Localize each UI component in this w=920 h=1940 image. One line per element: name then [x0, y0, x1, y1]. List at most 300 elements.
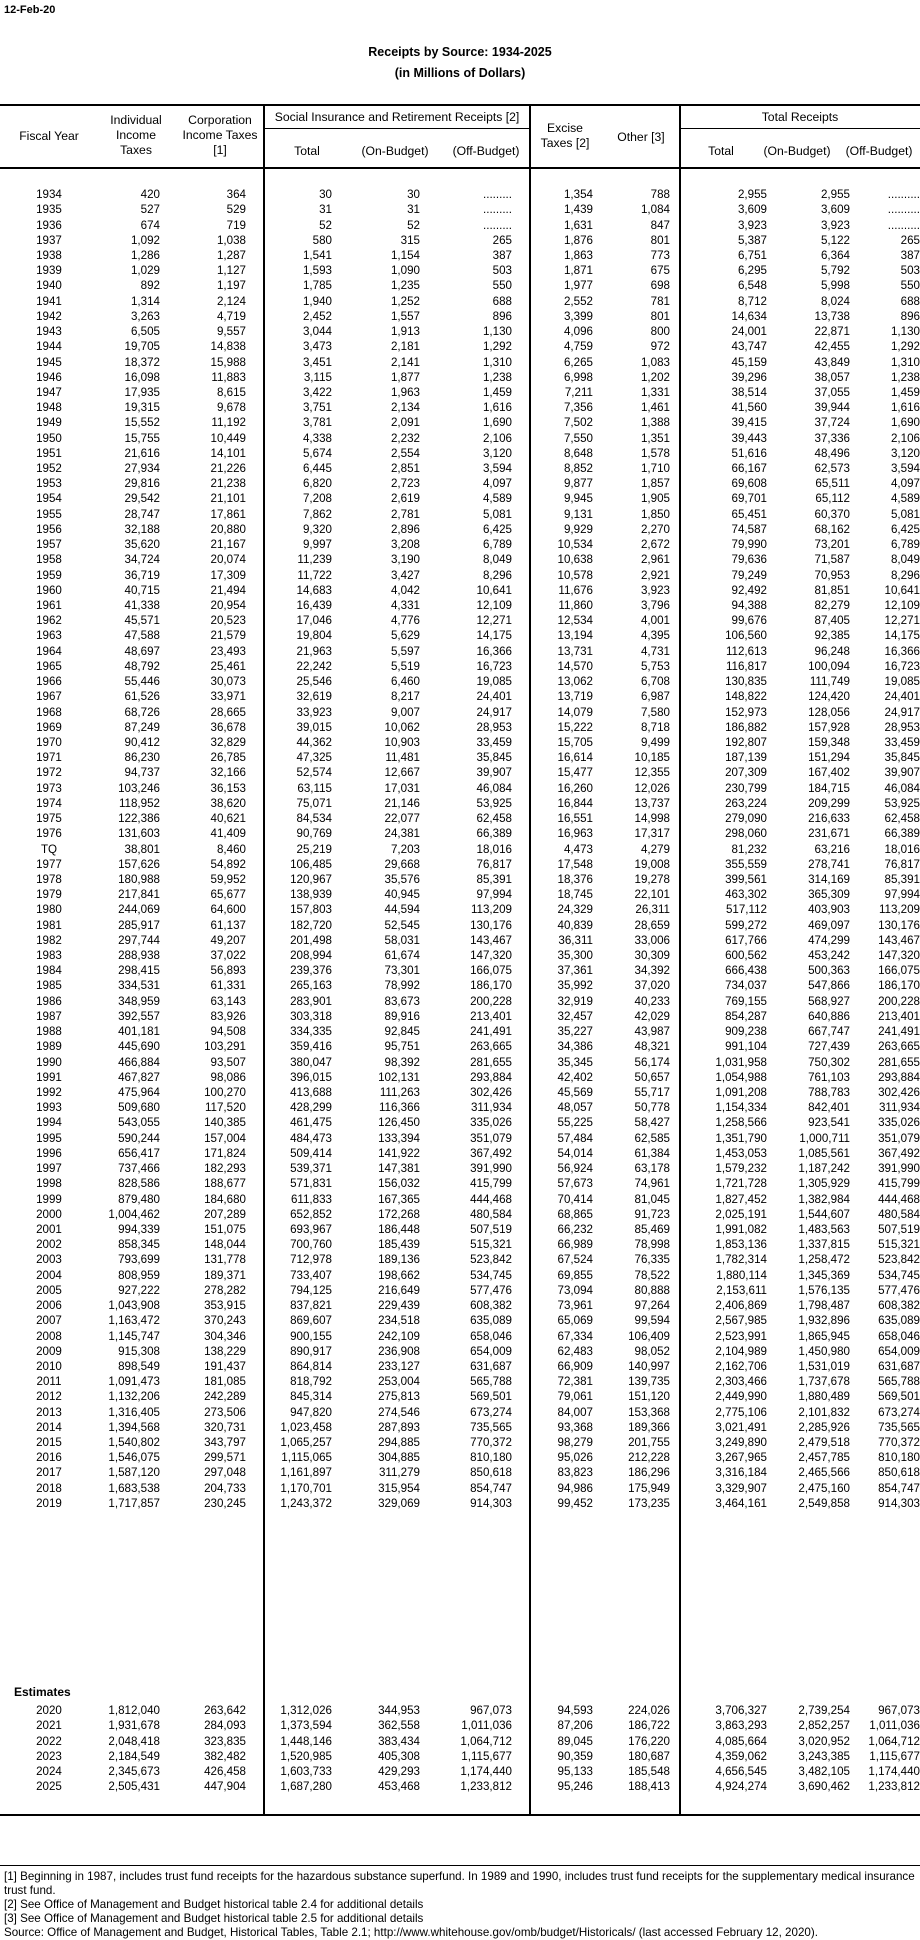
value-cell: 35,620 [124, 538, 160, 552]
value-cell: 1,850 [640, 507, 670, 521]
value-cell: 608,382 [878, 1299, 920, 1313]
value-cell: 507,519 [878, 1222, 920, 1236]
fiscal-year-cell: 2015 [36, 1436, 62, 1450]
value-cell: 6,987 [640, 690, 670, 704]
value-cell: 879,480 [118, 1192, 160, 1206]
value-cell: 355,559 [725, 857, 767, 871]
value-cell: 8,296 [482, 568, 512, 582]
value-cell: 57,484 [557, 1131, 593, 1145]
value-cell: 314,169 [808, 872, 850, 886]
value-cell: 192,807 [725, 735, 767, 749]
value-cell: 1,310 [482, 355, 512, 369]
value-cell: 4,097 [482, 477, 512, 491]
table-row [0, 324, 920, 339]
value-cell: 1,880,114 [716, 1268, 767, 1282]
value-cell: 429,293 [378, 1764, 420, 1778]
value-cell: 577,476 [470, 1283, 512, 1297]
value-cell: 38,514 [731, 385, 767, 399]
value-cell: 37,724 [814, 416, 850, 430]
header-fiscal-year: Fiscal Year [19, 129, 79, 143]
value-cell: 81,232 [731, 842, 767, 856]
value-cell: 52,545 [384, 918, 420, 932]
table-row [0, 415, 920, 430]
value-cell: 34,724 [124, 553, 160, 567]
fiscal-year-cell: 1992 [36, 1086, 62, 1100]
value-cell: 94,986 [557, 1481, 593, 1495]
header-top-rule [0, 104, 920, 106]
table-row [0, 811, 920, 826]
value-cell: 79,636 [731, 553, 767, 567]
table-row [0, 567, 920, 582]
value-cell: 6,505 [130, 325, 160, 339]
value-cell: 396,015 [290, 1070, 332, 1084]
value-cell: 315 [400, 233, 420, 247]
value-cell: 837,821 [290, 1299, 332, 1313]
value-cell: 130,176 [470, 918, 512, 932]
table-row [0, 1718, 920, 1733]
value-cell: 1,064,712 [868, 1734, 920, 1748]
value-cell: 19,085 [884, 675, 920, 689]
value-cell: 8,712 [737, 294, 767, 308]
value-cell: 1,115,677 [461, 1749, 512, 1763]
value-cell: 4,776 [390, 614, 420, 628]
value-cell: 1,316,405 [108, 1405, 160, 1419]
value-cell: 14,175 [884, 629, 920, 643]
table-row [0, 826, 920, 841]
value-cell: 124,420 [808, 690, 850, 704]
header-total-on-budget: (On-Budget) [763, 144, 831, 158]
value-cell: 95,751 [384, 1040, 420, 1054]
value-cell: 54,014 [557, 1146, 593, 1160]
value-cell: 17,861 [210, 507, 246, 521]
value-cell: 15,222 [557, 720, 593, 734]
header-other: Other [3] [617, 130, 665, 144]
value-cell: 2,104,989 [715, 1344, 767, 1358]
value-cell: 769,155 [725, 994, 767, 1008]
value-cell: 3,427 [390, 568, 420, 582]
value-cell: 73,301 [384, 964, 420, 978]
table-title: Receipts by Source: 1934-2025 [368, 45, 552, 59]
value-cell: 182,720 [290, 918, 332, 932]
value-cell: 3,263 [130, 309, 160, 323]
value-cell: 157,803 [290, 903, 332, 917]
value-cell: 21,146 [384, 796, 420, 810]
value-cell: 850,618 [470, 1466, 512, 1480]
value-cell: 461,475 [290, 1116, 332, 1130]
value-cell: 39,443 [731, 431, 767, 445]
value-cell: 2,465,566 [798, 1466, 850, 1480]
value-cell: 48,057 [557, 1101, 593, 1115]
fiscal-year-cell: 2024 [36, 1764, 62, 1778]
value-cell: 207,289 [204, 1207, 246, 1221]
value-cell: 16,551 [557, 812, 593, 826]
value-cell: 56,924 [557, 1162, 593, 1176]
value-cell: 75,071 [296, 796, 332, 810]
footnotes [4, 1870, 916, 1940]
fiscal-year-cell: 2020 [36, 1704, 62, 1718]
table-row [0, 339, 920, 354]
value-cell: 4,279 [640, 842, 670, 856]
value-cell: 24,917 [884, 705, 920, 719]
value-cell: 76,817 [476, 857, 512, 871]
value-cell: 869,607 [290, 1314, 332, 1328]
value-cell: 50,778 [634, 1101, 670, 1115]
value-cell: 383,434 [378, 1734, 420, 1748]
value-cell: 68,865 [557, 1207, 593, 1221]
value-cell: 359,416 [290, 1040, 332, 1054]
value-cell: 1,170,701 [280, 1481, 332, 1495]
value-cell: 15,552 [124, 416, 160, 430]
value-cell: 85,391 [884, 872, 920, 886]
value-cell: 16,366 [476, 644, 512, 658]
table-row [0, 857, 920, 872]
value-cell: 2,345,673 [108, 1764, 160, 1778]
fiscal-year-cell: 1963 [36, 629, 62, 643]
value-cell: 517,112 [725, 903, 767, 917]
value-cell: 3,316,184 [715, 1466, 767, 1480]
value-cell: 351,079 [878, 1131, 920, 1145]
fiscal-year-cell: 1993 [36, 1101, 62, 1115]
value-cell: 1,202 [640, 370, 670, 384]
value-cell: 480,584 [878, 1207, 920, 1221]
value-cell: 1,287 [216, 248, 246, 262]
value-cell: 2,619 [390, 492, 420, 506]
value-cell: 233,127 [378, 1359, 420, 1373]
value-cell: 274,546 [378, 1405, 420, 1419]
value-cell: 26,311 [635, 903, 670, 917]
value-cell: 1,031,958 [715, 1055, 767, 1069]
value-cell: 1,540,802 [108, 1436, 160, 1450]
value-cell: 2,479,518 [798, 1436, 850, 1450]
footnote-3: [3] See Office of Management and Budget historical table 2.5 for additional details [4, 1912, 424, 1925]
fiscal-year-cell: 2001 [36, 1222, 62, 1236]
fiscal-year-cell: 2010 [36, 1359, 62, 1373]
value-cell: 14,101 [210, 446, 246, 460]
value-cell: 298,415 [118, 964, 160, 978]
value-cell: 914,303 [878, 1496, 920, 1510]
total-group-underline [680, 128, 920, 129]
fiscal-year-cell: 1989 [36, 1040, 62, 1054]
fiscal-year-cell: 1935 [36, 203, 62, 217]
value-cell: 413,688 [290, 1086, 332, 1100]
value-cell: 302,426 [470, 1086, 512, 1100]
value-cell: 1,004,462 [108, 1207, 160, 1221]
value-cell: 6,998 [563, 370, 593, 384]
value-cell: 25,219 [296, 842, 332, 856]
value-cell: 2,285,926 [798, 1420, 850, 1434]
value-cell: 770,372 [470, 1436, 512, 1450]
value-cell: 387 [492, 248, 512, 262]
value-cell: 19,278 [634, 872, 670, 886]
fiscal-year-cell: 1982 [36, 933, 62, 947]
value-cell: 231,671 [808, 827, 850, 841]
value-cell: 4,001 [640, 614, 670, 628]
value-cell: 113,209 [470, 903, 512, 917]
value-cell: 263,665 [470, 1040, 512, 1054]
value-cell: 640,886 [808, 1009, 850, 1023]
value-cell: 380,047 [290, 1055, 332, 1069]
table-row [0, 1191, 920, 1206]
value-cell: 3,243,385 [798, 1749, 850, 1763]
value-cell: 1,286 [130, 248, 160, 262]
value-cell: 967,073 [470, 1704, 512, 1718]
value-cell: 66,232 [557, 1222, 593, 1236]
value-cell: 5,597 [390, 644, 420, 658]
value-cell: 896 [492, 309, 512, 323]
value-cell: 33,923 [296, 705, 332, 719]
value-cell: 1,857 [640, 477, 670, 491]
table-row [0, 248, 920, 263]
value-cell: 463,302 [725, 888, 767, 902]
value-cell: 1,187,242 [798, 1162, 850, 1176]
value-cell: 1,238 [482, 370, 512, 384]
value-cell: 83,673 [384, 994, 420, 1008]
value-cell: 1,373,594 [280, 1719, 332, 1733]
header-total-receipts-group: Total Receipts [761, 110, 839, 124]
value-cell: 10,185 [634, 751, 670, 765]
header-excise-taxes: Excise Taxes [2] [540, 121, 590, 150]
value-cell: 38,620 [210, 796, 246, 810]
value-cell: 65,069 [557, 1314, 593, 1328]
value-cell: 79,990 [731, 538, 767, 552]
value-cell: 509,414 [290, 1146, 332, 1160]
report-date: 12-Feb-20 [4, 4, 56, 16]
table-row [0, 628, 920, 643]
value-cell: 15,705 [557, 735, 593, 749]
fiscal-year-cell: 1957 [36, 538, 62, 552]
header-bottom-rule [0, 167, 920, 169]
value-cell: 81,045 [634, 1192, 670, 1206]
table-row [0, 1009, 920, 1024]
value-cell: 143,467 [470, 933, 512, 947]
value-cell: 469,097 [808, 918, 850, 932]
table-row [0, 994, 920, 1009]
table-row [0, 872, 920, 887]
value-cell: 78,522 [634, 1268, 670, 1282]
value-cell: 23,493 [210, 644, 246, 658]
value-cell: 14,079 [557, 705, 593, 719]
value-cell: 1,292 [482, 340, 512, 354]
value-cell: 1,115,677 [869, 1749, 920, 1763]
value-cell: 157,004 [204, 1131, 246, 1145]
fiscal-year-cell: 1959 [36, 568, 62, 582]
value-cell: 1,905 [640, 492, 670, 506]
fiscal-year-cell: 1934 [36, 188, 62, 202]
value-cell: 265,163 [290, 979, 332, 993]
value-cell: 3,609 [737, 203, 767, 217]
value-cell: 1,576,135 [798, 1283, 850, 1297]
value-cell: 37,361 [557, 964, 593, 978]
value-cell: 365,309 [808, 888, 850, 902]
value-cell: 654,009 [470, 1344, 512, 1358]
fiscal-year-cell: 1977 [36, 857, 62, 871]
table-row [0, 644, 920, 659]
fiscal-year-cell: 1958 [36, 553, 62, 567]
table-row [0, 187, 920, 202]
value-cell: 391,990 [470, 1162, 512, 1176]
table-row [0, 963, 920, 978]
value-cell: 480,584 [470, 1207, 512, 1221]
value-cell: 2,048,418 [108, 1734, 160, 1748]
value-cell: 1,439 [563, 203, 593, 217]
value-cell: 453,242 [808, 949, 850, 963]
value-cell: 719 [226, 218, 246, 232]
value-cell: 19,705 [124, 340, 160, 354]
value-cell: 3,120 [482, 446, 512, 460]
value-cell: 16,723 [476, 659, 512, 673]
value-cell: 474,299 [808, 933, 850, 947]
value-cell: 201,755 [628, 1436, 670, 1450]
value-cell: 484,473 [290, 1131, 332, 1145]
value-cell: 5,122 [820, 233, 850, 247]
value-cell: 1,351 [640, 431, 670, 445]
value-cell: 53,925 [884, 796, 920, 810]
value-cell: 303,318 [290, 1009, 332, 1023]
value-cell: 283,901 [290, 994, 332, 1008]
table-row [0, 1344, 920, 1359]
value-cell: 24,917 [476, 705, 512, 719]
value-cell: 972 [650, 340, 670, 354]
value-cell: 6,789 [482, 538, 512, 552]
value-cell: 991,104 [725, 1040, 767, 1054]
fiscal-year-cell: 1939 [36, 264, 62, 278]
fiscal-year-cell: 1964 [36, 644, 62, 658]
value-cell: 656,417 [118, 1146, 160, 1160]
value-cell: 9,929 [563, 522, 593, 536]
table-row [0, 400, 920, 415]
value-cell: 3,021,491 [715, 1420, 767, 1434]
value-cell: 157,928 [808, 720, 850, 734]
value-cell: 14,570 [557, 659, 593, 673]
fiscal-year-cell: 1966 [36, 675, 62, 689]
table-row [0, 978, 920, 993]
value-cell: 1,880,489 [798, 1390, 850, 1404]
value-cell: 126,450 [378, 1116, 420, 1130]
value-cell: 100,270 [204, 1086, 246, 1100]
value-cell: 69,608 [731, 477, 767, 491]
value-cell: 3,464,161 [715, 1496, 767, 1510]
value-cell: 6,425 [482, 522, 512, 536]
table-row [0, 598, 920, 613]
value-cell: 1,450,980 [798, 1344, 850, 1358]
value-cell: 22,242 [296, 659, 332, 673]
value-cell: 60,370 [814, 507, 850, 521]
value-cell: 76,335 [634, 1253, 670, 1267]
value-cell: 420 [140, 188, 160, 202]
value-cell: 5,629 [390, 629, 420, 643]
value-cell: 92,385 [814, 629, 850, 643]
table-row [0, 263, 920, 278]
value-cell: 1,876 [563, 233, 593, 247]
value-cell: 6,548 [737, 279, 767, 293]
value-cell: 92,492 [731, 583, 767, 597]
table-row [0, 1283, 920, 1298]
value-cell: 97,994 [884, 888, 920, 902]
value-cell: 93,507 [210, 1055, 246, 1069]
value-cell: 351,079 [470, 1131, 512, 1145]
value-cell: 16,098 [124, 370, 160, 384]
table-subtitle: (in Millions of Dollars) [394, 66, 526, 80]
fiscal-year-cell: 1938 [36, 248, 62, 262]
value-cell: 2,552 [563, 294, 593, 308]
value-cell: 33,459 [884, 735, 920, 749]
value-cell: 1,174,440 [868, 1764, 920, 1778]
value-cell: 17,309 [210, 568, 246, 582]
value-cell: 2,184,549 [108, 1749, 160, 1763]
value-cell: 32,188 [124, 522, 160, 536]
value-cell: 21,494 [210, 583, 246, 597]
value-cell: 788,783 [808, 1086, 850, 1100]
value-cell: 735,565 [470, 1420, 512, 1434]
social-group-underline [264, 128, 530, 129]
value-cell: 788 [650, 188, 670, 202]
fiscal-year-cell: 1968 [36, 705, 62, 719]
value-cell: 200,228 [878, 994, 920, 1008]
value-cell: 189,371 [204, 1268, 246, 1282]
table-row [0, 1374, 920, 1389]
value-cell: 167,402 [808, 766, 850, 780]
value-cell: 10,641 [476, 583, 512, 597]
value-cell: 17,548 [557, 857, 593, 871]
value-cell: 1,382,984 [798, 1192, 850, 1206]
value-cell: 29,542 [124, 492, 160, 506]
value-cell: 382,482 [204, 1749, 246, 1763]
value-cell: 66,989 [557, 1238, 593, 1252]
value-cell: 133,394 [378, 1131, 420, 1145]
value-cell: 159,348 [808, 735, 850, 749]
value-cell: 415,799 [470, 1177, 512, 1191]
estimates-label: Estimates [14, 1685, 71, 1699]
value-cell: 4,338 [302, 431, 332, 445]
value-cell: 186,882 [725, 720, 767, 734]
value-cell: 1,388 [640, 416, 670, 430]
value-cell: 186,722 [628, 1719, 670, 1733]
value-cell: 37,020 [634, 979, 670, 993]
value-cell: 11,883 [211, 370, 246, 384]
value-cell: 1,459 [482, 385, 512, 399]
value-cell: 515,321 [470, 1238, 512, 1252]
value-cell: 10,903 [384, 735, 420, 749]
value-cell: 55,717 [634, 1086, 670, 1100]
value-cell: 42,029 [634, 1009, 670, 1023]
source-note: Source: Office of Management and Budget, Historical Tables, Table 2.1; http://www.whitehouse.gov/omb/budget/Historicals/ (last accessed February 12, 2020). [4, 1926, 818, 1939]
value-cell: 3,796 [640, 599, 670, 613]
value-cell: 1,091,208 [715, 1086, 767, 1100]
value-cell: 5,998 [820, 279, 850, 293]
value-cell: 13,738 [814, 309, 850, 323]
fiscal-year-cell: 1950 [36, 431, 62, 445]
table-row [0, 537, 920, 552]
value-cell: 32,619 [296, 690, 332, 704]
value-cell: 734,037 [725, 979, 767, 993]
value-cell: 263,665 [878, 1040, 920, 1054]
table-row [0, 1733, 920, 1748]
value-cell: 45,159 [731, 355, 767, 369]
value-cell: 186,170 [470, 979, 512, 993]
value-cell: 3,115 [303, 370, 332, 384]
value-cell: 21,579 [210, 629, 246, 643]
table-row [0, 1268, 920, 1283]
value-cell: 12,271 [476, 614, 512, 628]
fiscal-year-cell: 1984 [36, 964, 62, 978]
value-cell: 79,061 [557, 1390, 593, 1404]
value-cell: 216,633 [808, 812, 850, 826]
value-cell: 52 [319, 218, 332, 232]
value-cell: 503 [900, 264, 920, 278]
value-cell: 130,176 [878, 918, 920, 932]
fiscal-year-cell: 2012 [36, 1390, 62, 1404]
value-cell: 391,990 [878, 1162, 920, 1176]
